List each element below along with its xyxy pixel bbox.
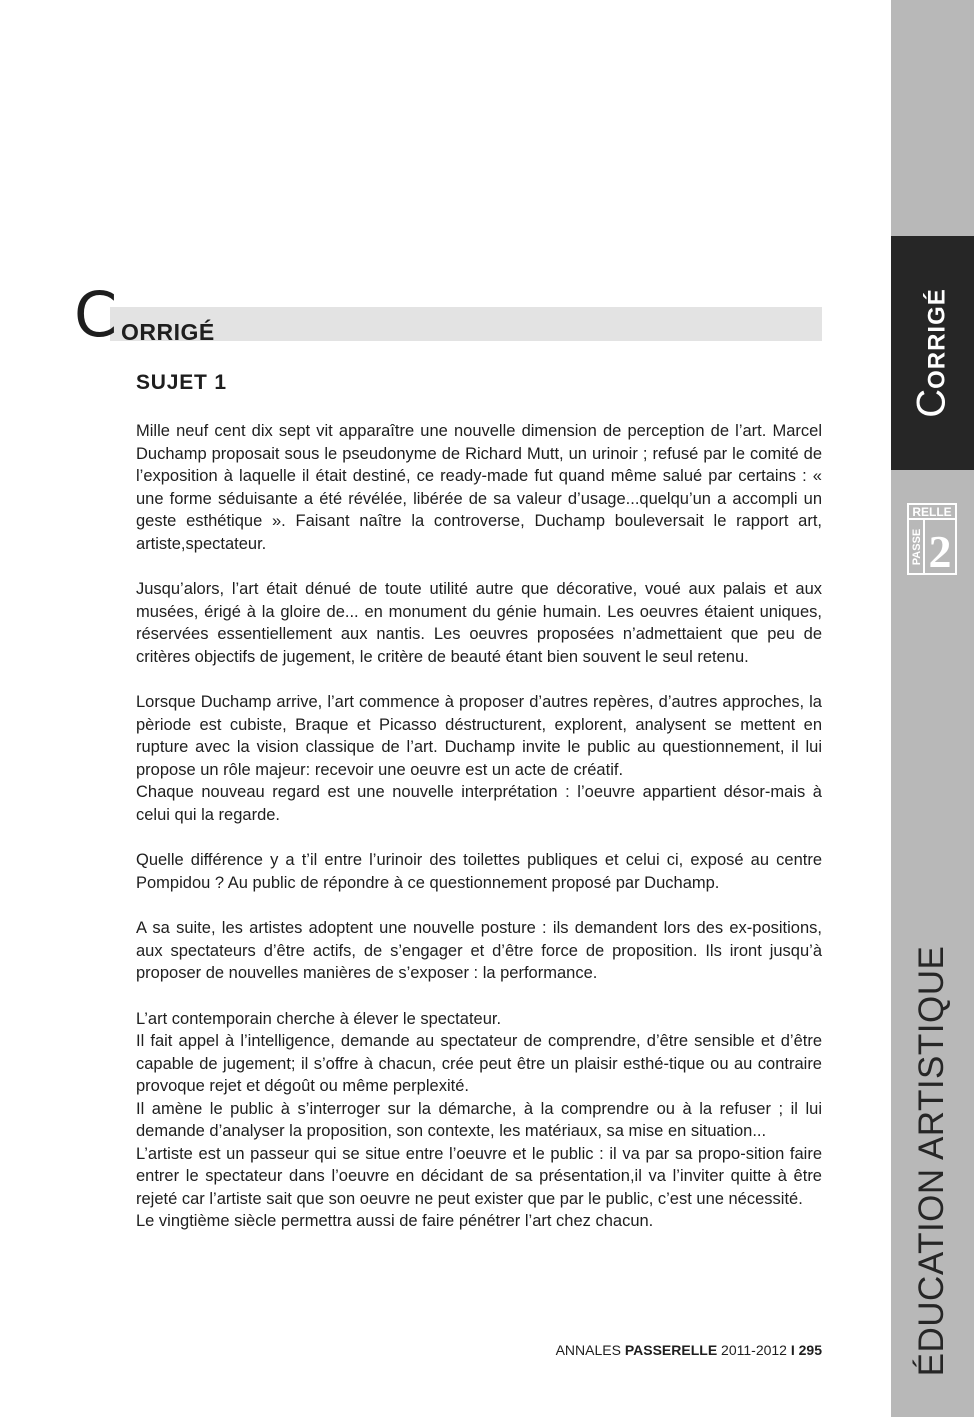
svg-text:RELLE: RELLE [912,505,952,519]
paragraph: Jusqu’alors, l’art était dénué de toute utilité autre que décorative, voué aux palais et aux musées, érigé à la gloire de... en monument du génie humain. Les oeuvres étaient uniques, réservées essentiellement aux nantis. Les oeuvres proposées n’admettaient que peu de critères objectifs de jugement, le critère de beauté étant bien souvent le seul retenu. [136,580,822,666]
footer-prefix: ANNALES [555,1342,621,1358]
page-number: 295 [798,1342,822,1358]
footer-years: 2011-2012 [721,1342,787,1358]
right-sidebar [891,0,974,1417]
paragraph: Lorsque Duchamp arrive, l’art commence à proposer d’autres repères, d’autres approches, la pèriode est cubiste, Braque et Picasso déstructurent, explorent, analysent se mettent en rupture avec la vision classique de l’art. Duchamp invite le public au questionnement, il lui propose un rôle majeur: recevoir une oeuvre est un acte de créatif. Chaque nouveau regard est une nouvelle interprétation : l’oeuvre appartient désor-mais à celui qui la regarde. [136,693,822,824]
page-heading: ORRIGÉ [121,319,215,345]
paragraph: Quelle différence y a t’il entre l’urinoir des toilettes publiques et celui ci, exposé au centre Pompidou ? Au public de répondre à ce questionnement proposé par Duchamp. [136,851,822,892]
body-text [136,420,822,1256]
footer-separator: I [790,1342,795,1358]
passerelle-logo [907,503,957,575]
svg-text:PASSE: PASSE [911,528,923,566]
heading-band [110,307,822,341]
section-tab-corrige [891,236,974,470]
paragraph: A sa suite, les artistes adoptent une nouvelle posture : ils demandent lors des ex-positions, aux spectateurs d’être actifs, de s’engager et d’être force de proposition. Ils iront jusqu’à proposer de nouvelles manières de s’exposer : la performance. [136,919,822,982]
paragraph: L’art contemporain cherche à élever le spectateur. Il fait appel à l’intelligence, demande au spectateur de comprendre, d’être sensible et d’être capable de jugement; il s’offre à chacun, crée peut être un plaisir esthé-tique ou au contraire provoque rejet et dégoût ou même perplexité. Il amène le public à s’interroger sur la démarche, à la comprendre ou à la refuser ; il lui demande d’analyser la proposition, son contexte, les matériaux, sa mise en situation... L’artiste est un passeur qui se situe entre l’oeuvre et le public : il va par sa propo-sition faire entrer le spectateur dans l’oeuvre en décidant de sa présentation,il va l’inviter quitte à être rejeté car l’artiste sait que son oeuvre ne peut exister que par le public, c’est une nécessité. Le vingtième siècle permettra aussi de faire pénétrer l’art chez chacun. [136,1009,822,1230]
svg-text:2: 2 [928,526,952,575]
section-label: ÉDUCATION ARTISTIQUE [912,945,951,1377]
subject-title: SUJET 1 [136,371,227,394]
footer-brand: PASSERELLE [624,1342,718,1358]
paragraph: Mille neuf cent dix sept vit apparaître une nouvelle dimension de perception de l’art. Marcel Duchamp proposait sous le pseudonyme de Richard Mutt, un urinoir ; refusé par le comité de l’exposition à laquelle il était destiné, ce ready-made fut quand même salué par certains : « une forme séduisante a été révélée, libérée de sa valeur d’usage...quelqu’un a accompli un geste esthétique ». Faisant naître la controverse, Duchamp bouleversait le rapport art, artiste,spectateur. [136,422,822,553]
heading-initial: C [74,278,118,351]
page-footer [556,1342,822,1358]
section-tab-label: CORRIGÉ [909,288,954,418]
